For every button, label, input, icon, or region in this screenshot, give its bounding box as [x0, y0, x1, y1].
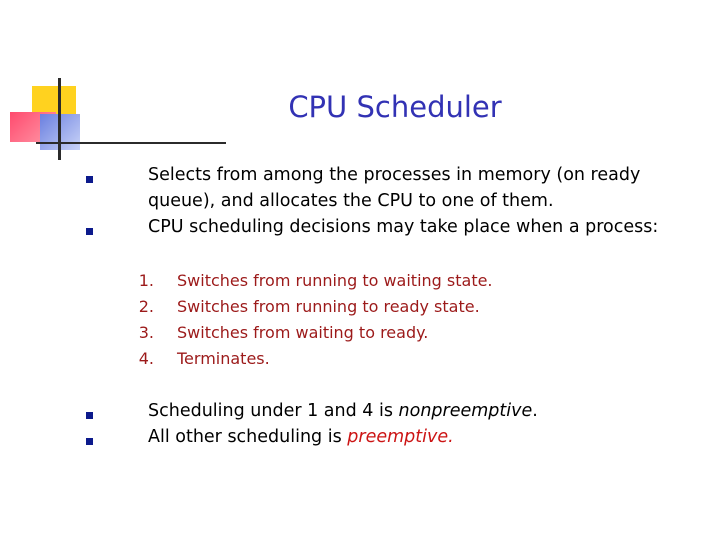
bullet-1-line-1: Selects from among the processes in memory (on ready: [148, 165, 641, 185]
bullet-4-prefix: All other scheduling is: [148, 427, 348, 447]
bullet-2-line-1: CPU scheduling decisions may take place when a process:: [148, 217, 659, 237]
bullet-square-icon: [86, 438, 93, 445]
bullet-square-icon: [86, 228, 93, 235]
list-number: 4.: [138, 349, 154, 368]
bullet-square-icon: [86, 412, 93, 419]
bullet-1-line-2: queue), and allocates the CPU to one of them.: [148, 191, 554, 211]
list-text: Switches from running to ready state.: [177, 297, 480, 316]
bullet-4: [148, 424, 454, 450]
bullet-3-prefix: Scheduling under 1 and 4 is: [148, 401, 399, 421]
bullet-3-emphasis: nonpreemptive: [398, 401, 533, 421]
decor-horizontal-line: [36, 142, 226, 144]
list-text: Terminates.: [177, 349, 270, 368]
list-number: 2.: [138, 297, 154, 316]
list-number: 3.: [138, 323, 154, 342]
bullet-3-suffix: .: [532, 401, 538, 421]
list-text: Switches from waiting to ready.: [177, 323, 429, 342]
bullet-4-emphasis: preemptive.: [347, 427, 454, 447]
bullet-square-icon: [86, 176, 93, 183]
decor-vertical-line: [58, 78, 61, 160]
bullet-3: [148, 398, 538, 424]
list-text: Switches from running to waiting state.: [177, 271, 493, 290]
list-number: 1.: [138, 271, 154, 290]
slide-title: CPU Scheduler: [288, 90, 502, 124]
